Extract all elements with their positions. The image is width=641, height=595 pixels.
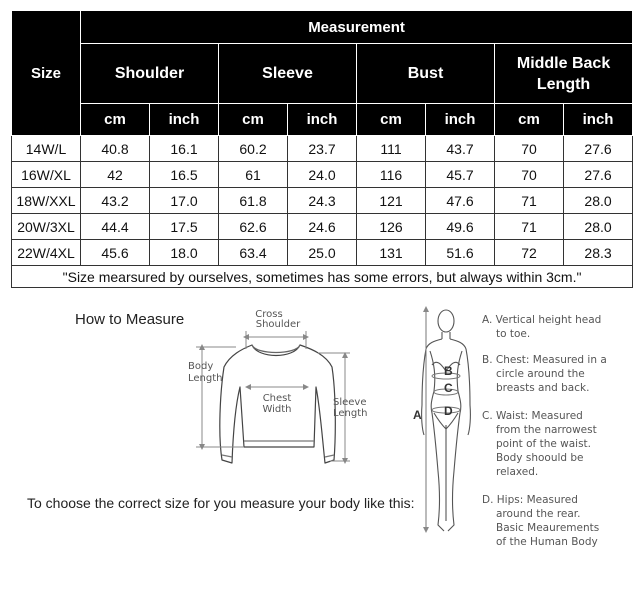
legend-b <box>482 353 607 395</box>
table-cell: 116 <box>357 162 426 188</box>
table-cell: 43.2 <box>81 188 150 214</box>
table-cell: 43.7 <box>426 136 495 162</box>
table-row <box>12 188 633 214</box>
table-cell: 24.3 <box>288 188 357 214</box>
table-cell: 25.0 <box>288 240 357 266</box>
table-cell: 17.5 <box>150 214 219 240</box>
table-cell: 24.0 <box>288 162 357 188</box>
table-cell: 44.4 <box>81 214 150 240</box>
choose-size-instruction: To choose the correct size for you measure your body like this: <box>27 495 415 511</box>
marker-b: B <box>444 364 453 378</box>
size-header: Size <box>12 11 81 136</box>
body-measure-lines <box>426 309 460 530</box>
unit-header: inch <box>564 104 633 136</box>
legend-d-line: Basic Meaurements <box>496 522 600 534</box>
table-cell: 28.3 <box>564 240 633 266</box>
legend-c-line: Body shoould be <box>496 452 584 464</box>
marker-c: C <box>444 381 453 395</box>
table-cell: 121 <box>357 188 426 214</box>
table-cell: 61 <box>219 162 288 188</box>
table-cell: 27.6 <box>564 162 633 188</box>
table-cell: 16.5 <box>150 162 219 188</box>
sleeve-length-label-1: Sleeve <box>333 397 367 408</box>
legend-c-line: relaxed. <box>496 466 539 478</box>
group-header-bust: Bust <box>357 44 495 104</box>
table-cell: 70 <box>495 162 564 188</box>
unit-header: inch <box>426 104 495 136</box>
cross-shoulder-label-2: Shoulder <box>255 319 301 330</box>
how-to-measure-title: How to Measure <box>75 311 185 328</box>
legend-b-line: breasts and back. <box>496 382 590 394</box>
unit-header: cm <box>81 104 150 136</box>
table-cell: 111 <box>357 136 426 162</box>
table-cell: 20W/3XL <box>12 214 81 240</box>
table-cell: 18W/XXL <box>12 188 81 214</box>
table-cell: 28.0 <box>564 214 633 240</box>
table-row <box>12 136 633 162</box>
table-cell: 28.0 <box>564 188 633 214</box>
human-body-icon <box>422 310 471 531</box>
cross-shoulder-arrow <box>246 331 306 349</box>
table-cell: 45.6 <box>81 240 150 266</box>
legend-a-line: to toe. <box>496 328 531 340</box>
unit-header: cm <box>219 104 288 136</box>
table-cell: 62.6 <box>219 214 288 240</box>
table-row <box>12 162 633 188</box>
measurement-note: "Size mearsured by ourselves, sometimes has some errors, but always within 3cm." <box>12 266 633 288</box>
legend-d-line: D. Hips: Measured <box>482 494 578 506</box>
legend-c-line: point of the waist. <box>496 438 592 450</box>
sleeve-length-label-2: Length <box>333 408 368 419</box>
table-cell: 14W/L <box>12 136 81 162</box>
size-chart-table <box>11 10 633 288</box>
body-length-label-1: Body <box>188 361 214 372</box>
marker-d: D <box>444 404 453 418</box>
table-cell: 61.8 <box>219 188 288 214</box>
table-row <box>12 240 633 266</box>
chest-width-label-2: Width <box>262 404 292 415</box>
table-cell: 47.6 <box>426 188 495 214</box>
table-cell: 131 <box>357 240 426 266</box>
unit-header: cm <box>357 104 426 136</box>
legend-c-line: C. Waist: Measured <box>482 410 583 422</box>
legend-d <box>482 493 599 549</box>
unit-header: inch <box>288 104 357 136</box>
body-length-label-2: Length <box>188 373 223 384</box>
table-cell: 71 <box>495 214 564 240</box>
legend-b-line: circle around the <box>496 368 585 380</box>
table-note-row <box>12 266 633 288</box>
legend-a-line: A. Vertical height head <box>482 314 602 326</box>
legend-a <box>482 313 601 341</box>
unit-header: inch <box>150 104 219 136</box>
legend-d-line: around the rear. <box>496 508 581 520</box>
table-cell: 24.6 <box>288 214 357 240</box>
chest-width-label-1: Chest <box>262 393 292 404</box>
table-cell: 51.6 <box>426 240 495 266</box>
table-cell: 16W/XL <box>12 162 81 188</box>
legend-d-line: of the Human Body <box>496 536 598 548</box>
cross-shoulder-label-1: Cross <box>255 309 283 320</box>
table-cell: 70 <box>495 136 564 162</box>
table-cell: 71 <box>495 188 564 214</box>
table-cell: 126 <box>357 214 426 240</box>
legend-c-line: from the narrowest <box>496 424 597 436</box>
group-header-back-length: Middle Back Length <box>495 44 633 104</box>
table-cell: 16.1 <box>150 136 219 162</box>
table-cell: 60.2 <box>219 136 288 162</box>
marker-a: A <box>413 408 422 422</box>
table-row <box>12 214 633 240</box>
table-cell: 22W/4XL <box>12 240 81 266</box>
table-cell: 49.6 <box>426 214 495 240</box>
group-header-sleeve: Sleeve <box>219 44 357 104</box>
table-cell: 17.0 <box>150 188 219 214</box>
table-cell: 27.6 <box>564 136 633 162</box>
legend-c <box>482 409 597 479</box>
table-cell: 23.7 <box>288 136 357 162</box>
group-header-shoulder: Shoulder <box>81 44 219 104</box>
legend-b-line: B. Chest: Measured in a <box>482 354 607 366</box>
table-cell: 42 <box>81 162 150 188</box>
table-cell: 63.4 <box>219 240 288 266</box>
table-cell: 45.7 <box>426 162 495 188</box>
table-cell: 72 <box>495 240 564 266</box>
measurement-header: Measurement <box>81 11 633 44</box>
table-cell: 40.8 <box>81 136 150 162</box>
unit-header: cm <box>495 104 564 136</box>
table-cell: 18.0 <box>150 240 219 266</box>
